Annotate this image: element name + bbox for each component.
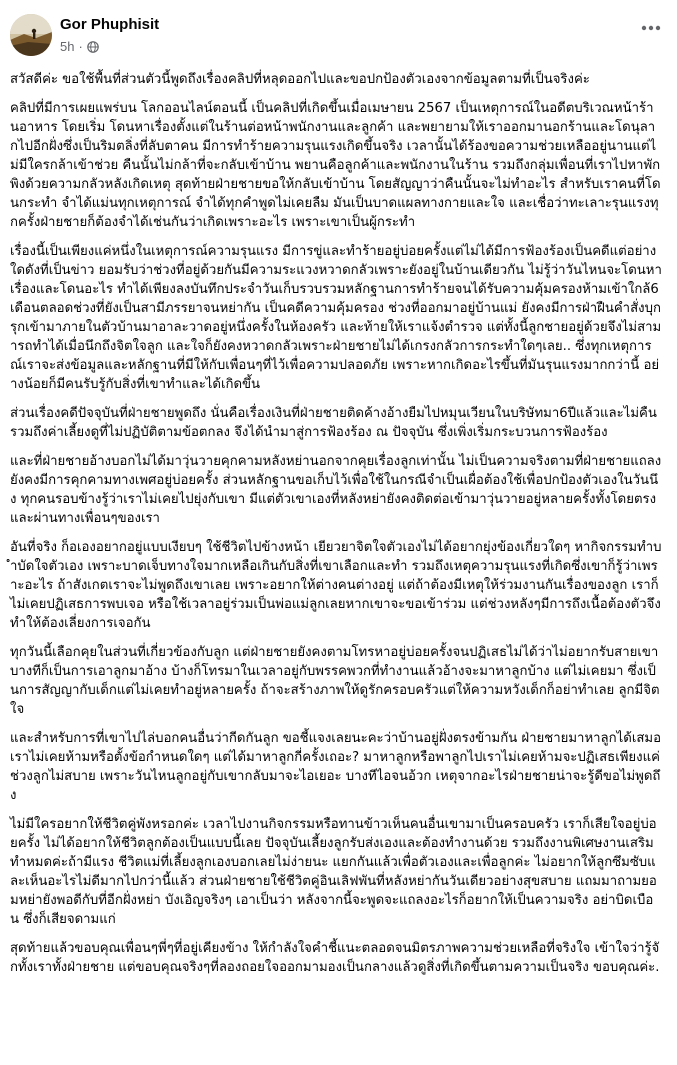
post-body	[10, 70, 662, 987]
author-avatar[interactable]	[10, 14, 52, 56]
post-paragraph-3: เรื่องนี้เป็นเพียงแค่หนึ่งในเหตุการณ์ความรุนแรง มีการขู่และทำร้ายอยู่บ่อยครั้งแต่ไม่ได้มีการฟ้องร้องเป็นคดีแต่อย่างใดดังที่เป็นข่าว ยอมรับว่าช่วงที่อยู่ด้วยกันมีความระแวงหวาดกลัวเพราะยังอยู่ในบ้านเดียวกัน ไม่รู้ว่าวันไหนจะโดนหาเรื่องและโดนอะไร ทำได้เพียงลงบันทึกประจำวันเก็บรวบรวมหลักฐานการทำร้ายจนได้รับความคุ้มครองห้ามเข้าใกล้6เดือนตลอดช่วงที่ยังเป็นสามีภรรยาจนหย่ากัน เป็นคดีความคุ้มครอง ช่วงที่ออกมาอยู่บ้านแม่ ยังคงมีการฝ่าฝืนคำสั่งบุกรุกเข้ามาภายในตัวบ้านมาอาละวาดอยู่หนึ่งครั้งในห้องครัว และท้ายให้เราแจ้งตำรวจ แต่ทั้งนี้ลูกชายอยู่ด้วยจึงไม่สามารถทำได้เมื่อนึกถึงจิตใจลูก และใจก็ยังคงหวาดกลัวเพราะฝ่ายชายไม่ได้เกรงกลัวการกระทำใดๆเลย.. ซึ่งทุกเหตุการณ์เราจะส่งข้อมูลและหลักฐานที่มีให้กับเพื่อนๆที่ไว้เพื่อความปลอดภัย เพราะหากเกิดอะไรขึ้นที่มันรุนแรงมากกว่านี้ อย่างน้อยก็มีคนรับรู้กับสิ่งที่เขาทำและได้เกิดขึ้น	[10, 244, 662, 392]
post-paragraph-2: คลิปที่มีการเผยแพร่บน โลกออนไลน์ตอนนี้ เป็นคลิปที่เกิดขึ้นเมื่อเมษายน 2567 เป็นเหตุการณ์ในอดีตบริเวณหน้าร้านอาหาร โดยเริ่ม โดนหาเรื่องตั้งแต่ในร้านต่อหน้าพนักงานและลูกค้า และพยายามให้เราออกมานอกร้านและโดนุลากไปอีกฝั่งซึ่งเป็นริมตลิ่งที่ลับตาคน มีการทำร้ายความรุนแรงเกิดขึ้นจริง เวลานั้นได้ร้องขอความช่วยเหลืออยู่นานแต่ไม่มีใครกล้าเข้าช่วย คืนนั้นไม่กล้าที่จะกลับเข้าบ้าน พยานคือลูกค้าและพนักงานในร้าน รวมถึงกลุ่มเพื่อนที่เราไปหาพักพิงด้วยความกลัวหลังเกิดเหตุ สุดท้ายฝ่ายชายขอให้กลับเข้าบ้าน โดยสัญญาว่าคืนนั้นจะไม่ทำอะไร สำหรับเราคนที่โดนกระทำ จำได้แม่นทุกเหตุการณ์ จำได้ทุกคำพูดไม่เคยลืม มันเป็นบาดแผลทางกายและใจ และเชื่อว่าทะเลาะรุนแรงทุกครั้งฝ่ายชายก็ต้องจำได้เช่นกันว่าเกิดเพราะอะไร เพราะเขาเป็นผู้กระทำ	[10, 101, 661, 230]
more-options-button[interactable]	[637, 18, 665, 38]
post-header	[10, 14, 667, 62]
post-paragraph-10: สุดท้ายแล้วขอบคุณเพื่อนๆพี่ๆที่อยู่เคียงข้าง ให้กำลังใจคำชี้แนะตลอดจนมิตรภาพความช่วยเหลือที่จริงใจ เข้าใจว่ารู้จักทั้งเราทั้งฝ่ายชาย แต่ขอบคุณจริงๆที่ลองถอยใจออกมามองเป็นกลางแล้วดูสิ่งที่เกิดขึ้นตามความเป็นจริง ขอบคุณค่ะ.	[10, 941, 660, 975]
globe-icon[interactable]	[87, 41, 99, 53]
post-paragraph-7: ทุกวันนี้เลือกคุยในส่วนที่เกี่ยวข้องกับลูก แต่ฝ่ายชายยังคงตามโทรหาอยู่บ่อยครั้งจนปฏิเสธไม่ได้ว่าไม่อยากรับสายเขา บางทีก็เป็นการเอาลูกมาอ้าง บ้างก็โทรมาในเวลาอยู่กับพรรคพวกที่ทำงานแล้วอ้างจะมาหาลูกบ้าง แต่ไม่เคยมา ซึ่งเป็นการสัญญากับเด็กแต่ไม่เคยทำอยู่หลายครั้ง ถ้าจะสร้างภาพให้ดูรักครอบครัวแต่ให้ความหวังเด็กก็อย่าทำเลย ลูกมีจิตใจ	[10, 645, 660, 717]
post-paragraph-4: ส่วนเรื่องคดีปัจจุบันที่ฝ่ายชายพูดถึง นั่นคือเรื่องเงินที่ฝ่ายชายติดค้างอ้างยืมไปหมุนเวียนในบริษัทมา6ปีแล้วและไม่คืน รวมถึงค่าเลี้ยงดูที่ไม่ปฏิบัติตามข้อตกลง จึงได้นำมาสู่การฟ้องร้อง ณ ปัจจุบัน ซึ่งเพิ่งเริ่มกระบวนการฟ้องร้อง	[10, 406, 657, 440]
post-timestamp[interactable]: 5h	[60, 39, 75, 54]
post-paragraph-1: สวัสดีค่ะ ขอใช้พื้นที่ส่วนตัวนี้พูดถึงเรื่องคลิปที่หลุดออกไปและขอปกป้องตัวเองจากข้อมูลตามที่เป็นจริงค่ะ	[10, 72, 590, 87]
meta-separator: ·	[78, 39, 83, 54]
avatar-image-icon	[10, 14, 52, 56]
post-paragraph-9: ไม่มีใครอยากให้ชีวิตคู่พังหรอกค่ะ เวลาไปงานกิจกรรมหรือทานข้าวเห็นคนอื่นเขามาเป็นครอบครัว เราก็เสียใจอยู่บ่อยครั้ง ไม่ได้อยากให้ชีวิตลูกต้องเป็นแบบนี้เลย ปัจจุบันเลี้ยงลูกรับส่งเองและต้องทำงานด้วย รวมถึงงานพิเศษงานเสริม ทำหมดค่ะถ้ามีแรง ชีวิตแม่ที่เลี้ยงลูกเองบอกเลยไม่ง่ายนะ แยกกันแล้วเพื่อตัวเองและเพื่อลูกค่ะ ไม่อยากให้ลูกซึมซับและเห็นอะไรไม่ดีมากไปกว่านี้แล้ว ส่วนฝ่ายชายใช้ชีวิตคู่อินเลิฟพันที่หลังหย่ากันวันเดียวอย่างสุขสบาย แถมมาถามยอมหย่ายังพอดีกับที่อีกฝั่งหย่า บังเอิญจริงๆ เอาเป็นว่า หลังจากนี้จะพูดจะแถลงอะไรก็อยากให้เป็นความจริง อย่าบิดเบือน ซึ่งก็เสียจดามแก่	[10, 817, 657, 927]
author-name[interactable]: Gor Phuphisit	[60, 16, 160, 33]
post-paragraph-8: และสำหรับการที่เขาไปไล่บอกคนอื่นว่ากีดกันลูก ขอชี้แจงเลยนะคะว่าบ้านอยู่ฝั่งตรงข้ามกัน ฝ่ายชายมาหาลูกได้เสมอ เราไม่เคยห้ามหรือตั้งข้อกำหนดใดๆ แต่ได้มาหาลูกกี่ครั้งเถอะ? มาหาลูกหรือพาลูกไปเราไม่เคยห้ามจะปฏิเสธเพียงแค่ช่วงลูกไม่สบาย เพราะวันไหนลูกอยู่กับเขากลับมาจะไอเยอะ บางทีไอจนอ้วก เหตุจากอะไรฝ่ายชายน่าจะรู้ดีขอไม่พูดถึง	[10, 731, 661, 803]
post-paragraph-5: และที่ฝ่ายชายอ้างบอกไม่ได้มาวุ่นวายคุกคามหลังหย่านอกจากคุยเรื่องลูกเท่านั้น ไม่เป็นความจริงตามที่ฝ่ายชายแถลง ยังคงมีการคุกคามทางเพศอยู่บ่อยครั้ง ส่วนหลักฐานขอเก็บไว้เพื่อใช้ในกรณีจำเป็นเผื่อต้องใช้เพื่อปกป้องตัวเองในวันนึง ทุกคนรอบข้างรู้ว่าเราไม่เคยไปยุ่งกับเขา มีแต่ตัวเขาเองที่หลังหย่ายังคงติดต่อเข้ามาวุ่นวายอยู่หลายครั้งทั้งโดยตรงและผ่านทางเพื่อนๆของเรา	[10, 454, 662, 526]
more-options-icon	[641, 25, 661, 31]
post-paragraph-6: อันที่จริง ก็อเองอยากอยู่แบบเงียบๆ ใช้ชีวิตไปข้างหน้า เยียวยาจิตใจตัวเองไม่ได้อยากยุ่งข้องเกี่ยวใดๆ หากิจกรรมทำบำบัดใจตัวเอง เพราะบาดเจ็บทางใจมากเหลือเกินกับสิ่งที่เขาเลือกและทำ รวมถึงเหตุความรุนแรงที่เกิดซึ่งเขาก็รู้ว่าเพราะอะไร ถ้าสังเกตเราจะไม่พูดถึงเขาเลย เพราะอยากให้ต่างคนต่างอยู่ แต่ถ้าต้องมีเหตุให้ร่วมงานกันเรื่องของลูก เราก็ไม่เคยปฏิเสธการพบเจอ หรือใช้เวลาอยู่ร่วมเป็นพ่อแม่ลูกเลยหากเขาจะขอเข้าร่วม แต่ช่วงหลังๆมีการถึงเนื้อต้องตัวจึงทำให้ต้องเลี่ยงการเจอกัน	[10, 540, 662, 631]
post-meta	[60, 39, 99, 54]
